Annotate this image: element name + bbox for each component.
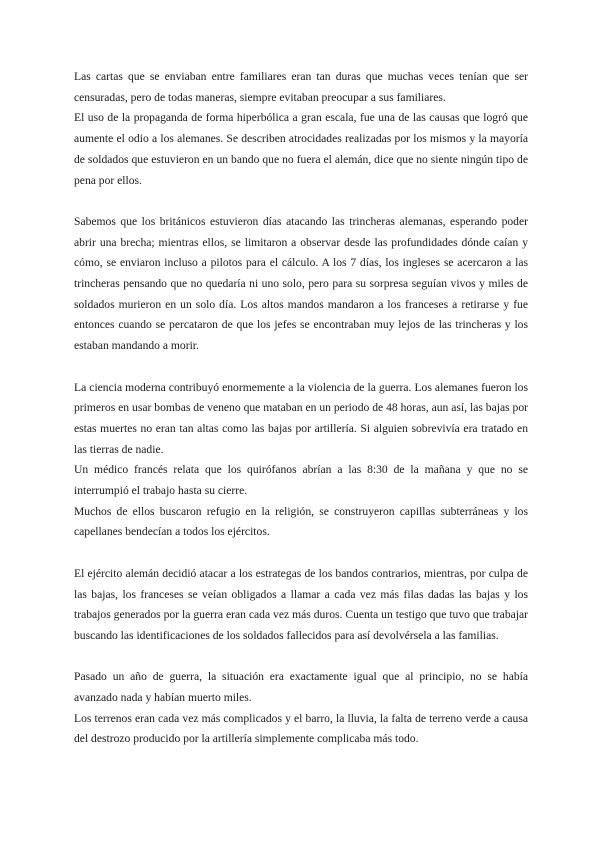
paragraph: La ciencia moderna contribuyó enormemente a la violencia de la guerra. Los alemanes fueron los primeros en usar bombas de veneno que mataban en un periodo de 48 horas, aun así, las bajas por estas muertes no eran tan altas como las bajas por artillería. Si alguien sobrevivía era tratado en las tierras de nadie. — [74, 380, 528, 456]
paragraph: Los terrenos eran cada vez más complicados y el barro, la lluvia, la falta de terreno verde a causa del destrozo producido por la artillería simplemente complicaba más todo. — [74, 711, 528, 746]
paragraph: Muchos de ellos buscaron refugio en la religión, se construyeron capillas subterráneas y los capellanes bendecían a todos los ejércitos. — [74, 504, 528, 539]
paragraph: Las cartas que se enviaban entre familiares eran tan duras que muchas veces tenían que ser censuradas, pero de todas maneras, siempre evitaban preocupar a sus familiares. — [74, 70, 528, 104]
paragraph: El uso de la propaganda de forma hiperbólica a gran escala, fue una de las causas que logró que aumente el odio a los alemanes. Se describen atrocidades realizadas por los mismos y la mayoría de soldados que estuvieron en un bando que no fuera el alemán, dice que no siente ningún tipo de pena por ellos. — [74, 111, 528, 187]
paragraph: Sabemos que los británicos estuvieron días atacando las trincheras alemanas, esperando poder abrir una brecha; mientras ellos, se limitaron a observar desde las profundidades dónde caían y cómo, se enviaron incluso a pilotos para el cálculo. A los 7 días, los ingleses se acercaron a las trincheras pensando que no quedaría ni uno solo, pero para su sorpresa seguían vivos y miles de soldados murieron en un solo día. Los altos mandos mandaron a los franceses a retirarse y fue entonces cuando se percataron de que los jefes se encontraban muy lejos de las trincheras y los estaban mandando a morir. — [74, 214, 528, 353]
paragraph: Pasado un año de guerra, la situación era exactamente igual que al principio, no se había avanzado nada y habían muerto miles. — [74, 670, 528, 705]
body-text — [74, 67, 528, 750]
paragraph: El ejército alemán decidió atacar a los estrategas de los bandos contrarios, mientras, por culpa de las bajas, los franceses se veían obligados a llamar a cada vez más filas dadas las bajas y los trabajos generados por la guerra eran cada vez más duros. Cuenta un testigo que tuvo que trabajar buscando las identificaciones de los soldados fallecidos para así devolvérsela a las familias. — [74, 566, 528, 642]
paragraph: Un médico francés relata que los quirófanos abrían a las 8:30 de la mañana y que no se interrumpió el trabajo hasta su cierre. — [74, 463, 528, 498]
